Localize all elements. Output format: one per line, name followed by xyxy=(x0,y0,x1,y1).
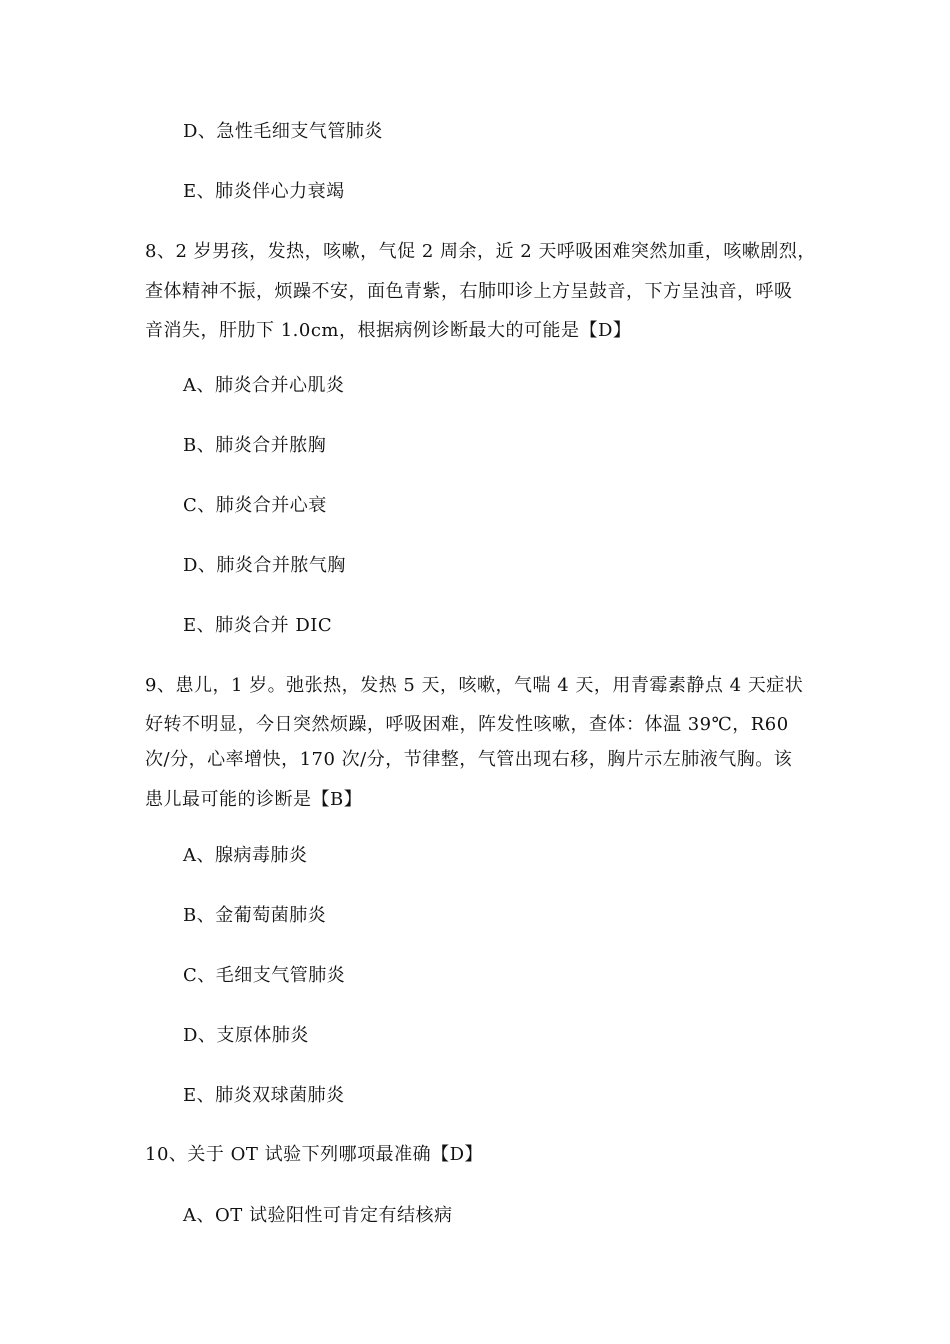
question-8-line-2: 查体精神不振，烦躁不安，面色青紫，右肺叩诊上方呈鼓音，下方呈浊音，呼吸 xyxy=(145,281,793,302)
option-d-prev: D、急性毛细支气管肺炎 xyxy=(183,121,383,142)
question-9-option-b: B、金葡萄菌肺炎 xyxy=(183,905,327,926)
question-9-option-e: E、肺炎双球菌肺炎 xyxy=(183,1085,345,1106)
question-8-option-b: B、肺炎合并脓胸 xyxy=(183,435,327,456)
option-e-prev: E、肺炎伴心力衰竭 xyxy=(183,181,345,202)
question-10-option-a: A、OT 试验阳性可肯定有结核病 xyxy=(183,1205,453,1226)
question-8-line-3: 音消失，肝肋下 1.0cm，根据病例诊断最大的可能是【D】 xyxy=(145,320,632,341)
question-9-option-d: D、支原体肺炎 xyxy=(183,1025,309,1046)
question-8-option-d: D、肺炎合并脓气胸 xyxy=(183,555,346,576)
question-9-option-c: C、毛细支气管肺炎 xyxy=(183,965,346,986)
question-8-line-1: 8、2 岁男孩，发热，咳嗽，气促 2 周余，近 2 天呼吸困难突然加重，咳嗽剧烈， xyxy=(145,241,816,262)
question-9-line-1: 9、患儿，1 岁。弛张热，发热 5 天，咳嗽，气喘 4 天，用青霉素静点 4 天症状 xyxy=(145,675,804,696)
question-9-line-3: 次/分，心率增快，170 次/分，节律整，气管出现右移，胸片示左肺液气胸。该 xyxy=(145,749,793,770)
question-9-option-a: A、腺病毒肺炎 xyxy=(183,845,308,866)
question-9-line-4: 患儿最可能的诊断是【B】 xyxy=(145,789,363,810)
question-8-option-a: A、肺炎合并心肌炎 xyxy=(183,375,345,396)
question-9-line-2: 好转不明显，今日突然烦躁，呼吸困难，阵发性咳嗽，查体：体温 39℃，R60 xyxy=(145,714,789,735)
question-8-option-c: C、肺炎合并心衰 xyxy=(183,495,327,516)
question-8-option-e: E、肺炎合并 DIC xyxy=(183,615,333,636)
question-10-line-1: 10、关于 OT 试验下列哪项最准确【D】 xyxy=(145,1144,484,1165)
